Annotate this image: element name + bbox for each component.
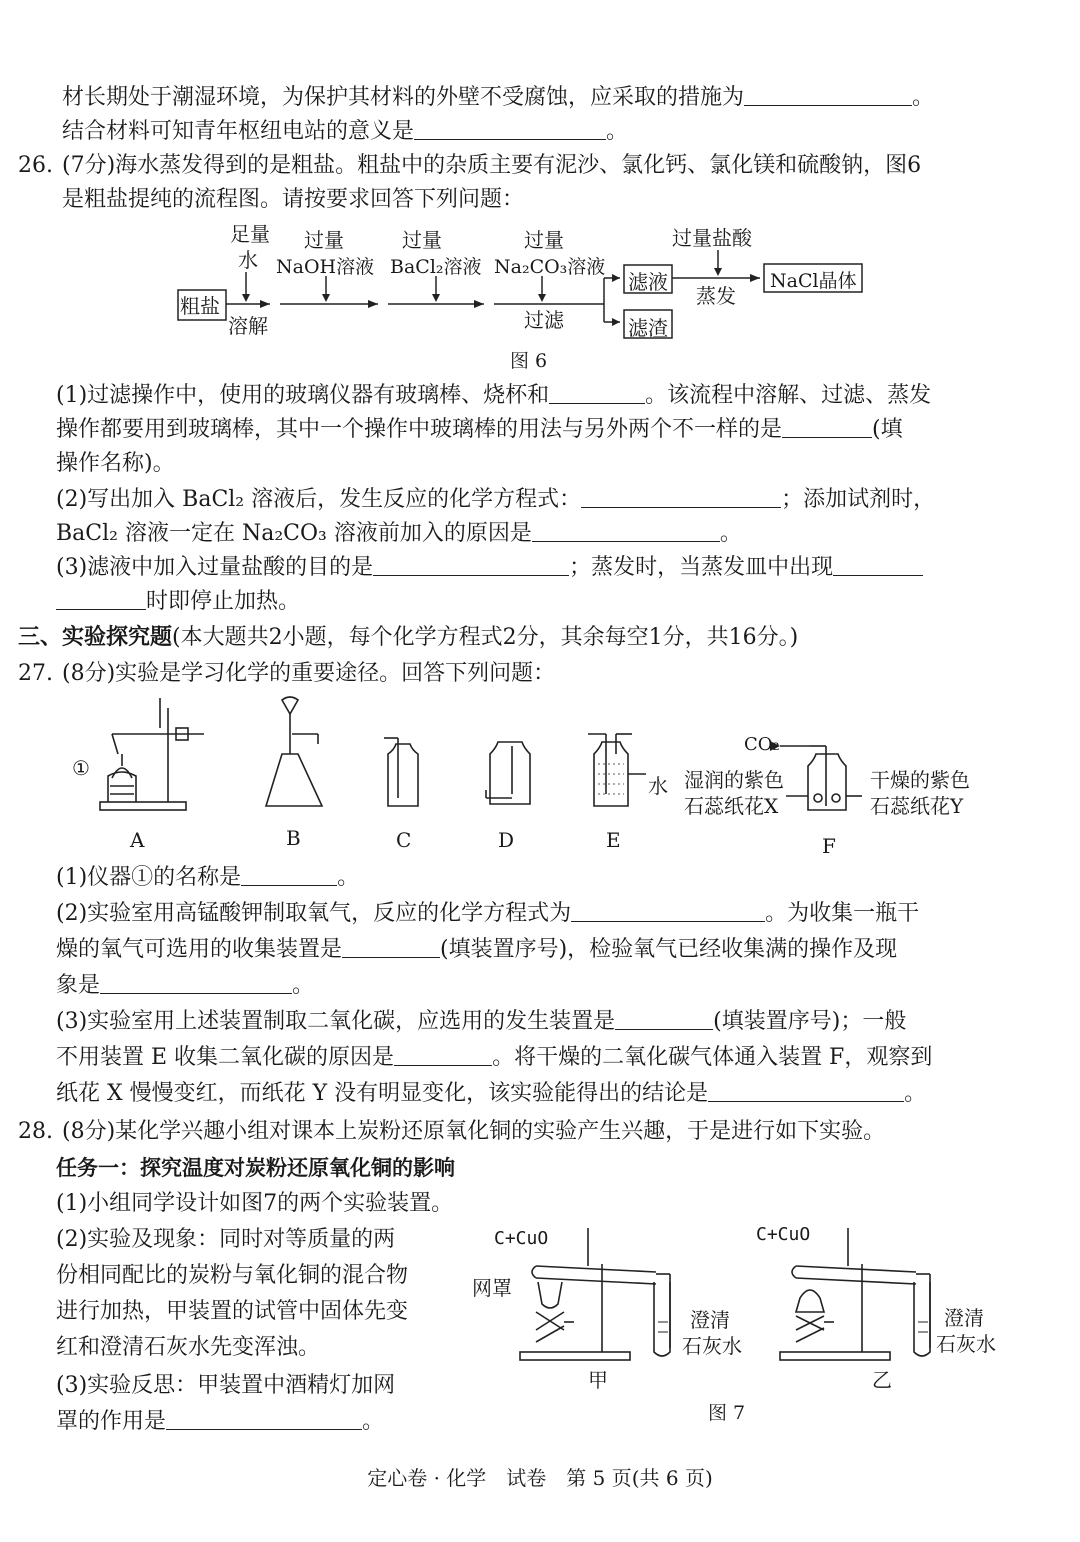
q28-part3-line2: 罩的作用是 。 (56, 1409, 385, 1434)
answer-blank[interactable] (782, 415, 872, 438)
flow-step5-bottom: 蒸发 (696, 284, 736, 308)
flow-step4-top2: Na₂CO₃溶液 (494, 256, 606, 278)
q28-part2-line1: (2)实验及现象：同时对等质量的两 (56, 1227, 396, 1252)
apparatus-label-d: D (498, 828, 515, 852)
q25-line2: 结合材料可知青年枢纽电站的意义是 。 (62, 119, 629, 144)
flow-step4-bottom: 过滤 (524, 308, 564, 332)
answer-blank[interactable] (571, 899, 765, 922)
apparatus-label-f: F (822, 834, 836, 858)
apparatus-yi-label: 乙 (872, 1368, 892, 1392)
answer-blank[interactable] (373, 553, 569, 576)
q25-line1: 材长期处于潮湿环境，为保护其材料的外壁不受腐蚀，应采取的措施为 。 (62, 85, 935, 110)
answer-blank[interactable] (166, 1407, 362, 1430)
limewater-label: 澄清 (944, 1306, 984, 1330)
flow-start: 粗盐 (180, 294, 220, 318)
flow-filtrate: 滤液 (628, 270, 668, 294)
q26-part3-line2: 时即停止加热。 (56, 586, 300, 618)
limewater-label: 石灰水 (682, 1334, 742, 1358)
task-heading: 任务一：探究温度对炭粉还原氧化铜的影响 (56, 1156, 455, 1180)
flow-step2-top2: NaOH溶液 (276, 256, 375, 278)
flow-step1-bottom: 溶解 (228, 314, 268, 338)
q28-part2-line2: 份相同配比的炭粉与氧化铜的混合物 (56, 1263, 409, 1288)
section-heading: 三、实验探究题(本大题共2小题，每个化学方程式2分，其余每空1分，共16分。) (18, 625, 799, 650)
flow-residue: 滤渣 (628, 316, 668, 340)
question-number: 27. (18, 661, 53, 686)
question-number: 26. (18, 153, 53, 178)
q28-intro: (8分)某化学兴趣小组对课本上炭粉还原氧化铜的实验产生兴趣，于是进行如下实验。 (62, 1119, 886, 1144)
flow-product: NaCl晶体 (770, 270, 857, 292)
apparatus-label-c: C (396, 828, 412, 852)
flow-step3-top2: BaCl₂溶液 (390, 256, 482, 278)
q28-part1: (1)小组同学设计如图7的两个实验装置。 (56, 1191, 454, 1216)
q26-part1-line3: 操作名称)。 (56, 451, 175, 476)
q28-part2-line3: 进行加热，甲装置的试管中固体先变 (56, 1299, 409, 1324)
q26-part1-line2: 操作都要用到玻璃棒，其中一个操作中玻璃棒的用法与另外两个不一样的是 (填 (56, 417, 903, 442)
q27-part2-line2: 燥的氧气可选用的收集装置是 (填装置序号)，检验氧气已经收集满的操作及现 (56, 937, 898, 962)
page-footer: 定心卷 · 化学 试卷 第 5 页(共 6 页) (367, 1466, 713, 1490)
ccuo-label: C+CuO (756, 1224, 811, 1245)
q27-intro: (8分)实验是学习化学的重要途径。回答下列问题： (62, 661, 556, 686)
apparatus-label-b: B (286, 826, 301, 850)
q27-part2-line3: 象是 。 (56, 973, 315, 998)
flow-step3-top1: 过量 (402, 228, 442, 252)
flow-step1-top1: 足量 (230, 222, 270, 246)
paper-y-line1: 干燥的紫色 (870, 768, 970, 792)
question-number: 28. (18, 1119, 53, 1144)
q26-part3-line1: (3)滤液中加入过量盐酸的目的是 ；蒸发时，当蒸发皿中出现 (56, 552, 923, 584)
limewater-label: 石灰水 (936, 1332, 996, 1356)
figure-caption: 图 6 (510, 350, 548, 372)
answer-blank[interactable] (581, 485, 781, 508)
net-cover-label: 网罩 (472, 1276, 512, 1300)
paper-x-line1: 湿润的紫色 (684, 768, 784, 792)
answer-blank[interactable] (394, 1043, 492, 1066)
answer-blank[interactable] (56, 587, 146, 610)
answer-blank[interactable] (549, 381, 645, 404)
paper-y-line2: 石蕊纸花Y (870, 794, 964, 818)
apparatus-jia-label: 甲 (588, 1368, 608, 1392)
answer-blank[interactable] (708, 1079, 904, 1102)
q27-part1: (1)仪器①的名称是 。 (56, 865, 360, 890)
answer-blank[interactable] (241, 863, 337, 886)
q27-part3-line1: (3)实验室用上述装置制取二氧化碳，应选用的发生装置是 (填装置序号)；一般 (56, 1009, 907, 1034)
q28-part3-line1: (3)实验反思：甲装置中酒精灯加网 (56, 1373, 396, 1398)
q28-part2-line4: 红和澄清石灰水先变浑浊。 (56, 1335, 321, 1360)
paper-x-line2: 石蕊纸花X (684, 794, 779, 818)
ccuo-label: C+CuO (494, 1228, 549, 1249)
flow-step1-top2: 水 (238, 248, 258, 272)
answer-blank[interactable] (532, 519, 720, 542)
q27-part3-line2: 不用装置 E 收集二氧化碳的原因是 。将干燥的二氧化碳气体通入装置 F，观察到 (56, 1045, 933, 1070)
q26-part2-line2: BaCl₂ 溶液一定在 Na₂CO₃ 溶液前加入的原因是 。 (56, 521, 742, 546)
flow-step4-top1: 过量 (524, 228, 564, 252)
answer-blank[interactable] (414, 117, 606, 140)
answer-blank[interactable] (615, 1007, 713, 1030)
figure-caption: 图 7 (708, 1402, 746, 1424)
flow-step2-top1: 过量 (304, 228, 344, 252)
apparatus-label-a: A (130, 828, 145, 852)
q26-intro2: 是粗盐提纯的流程图。请按要求回答下列问题： (62, 187, 525, 212)
q26-part1-line1: (1)过滤操作中，使用的玻璃仪器有玻璃棒、烧杯和 。该流程中溶解、过滤、蒸发 (56, 383, 932, 408)
answer-blank[interactable] (833, 553, 923, 576)
answer-blank[interactable] (100, 971, 292, 994)
flow-step5-top: 过量盐酸 (672, 226, 752, 250)
q27-part2-line1: (2)实验室用高锰酸钾制取氧气，反应的化学方程式为 。为收集一瓶干 (56, 901, 920, 926)
co2-label: CO₂ (744, 734, 780, 755)
answer-blank[interactable] (342, 935, 440, 958)
q26-intro1: (7分)海水蒸发得到的是粗盐。粗盐中的杂质主要有泥沙、氯化钙、氯化镁和硫酸钠，图6 (62, 153, 922, 178)
limewater-label: 澄清 (690, 1308, 730, 1332)
q26-part2-line1: (2)写出加入 BaCl₂ 溶液后，发生反应的化学方程式： ；添加试剂时， (56, 487, 936, 512)
instrument-1-label: ① (72, 756, 90, 780)
apparatus-label-e: E (606, 828, 621, 852)
q27-part3-line3: 纸花 X 慢慢变红，而纸花 Y 没有明显变化，该实验能得出的结论是 。 (56, 1081, 927, 1106)
answer-blank[interactable] (744, 83, 912, 106)
water-label: 水 (648, 774, 668, 798)
